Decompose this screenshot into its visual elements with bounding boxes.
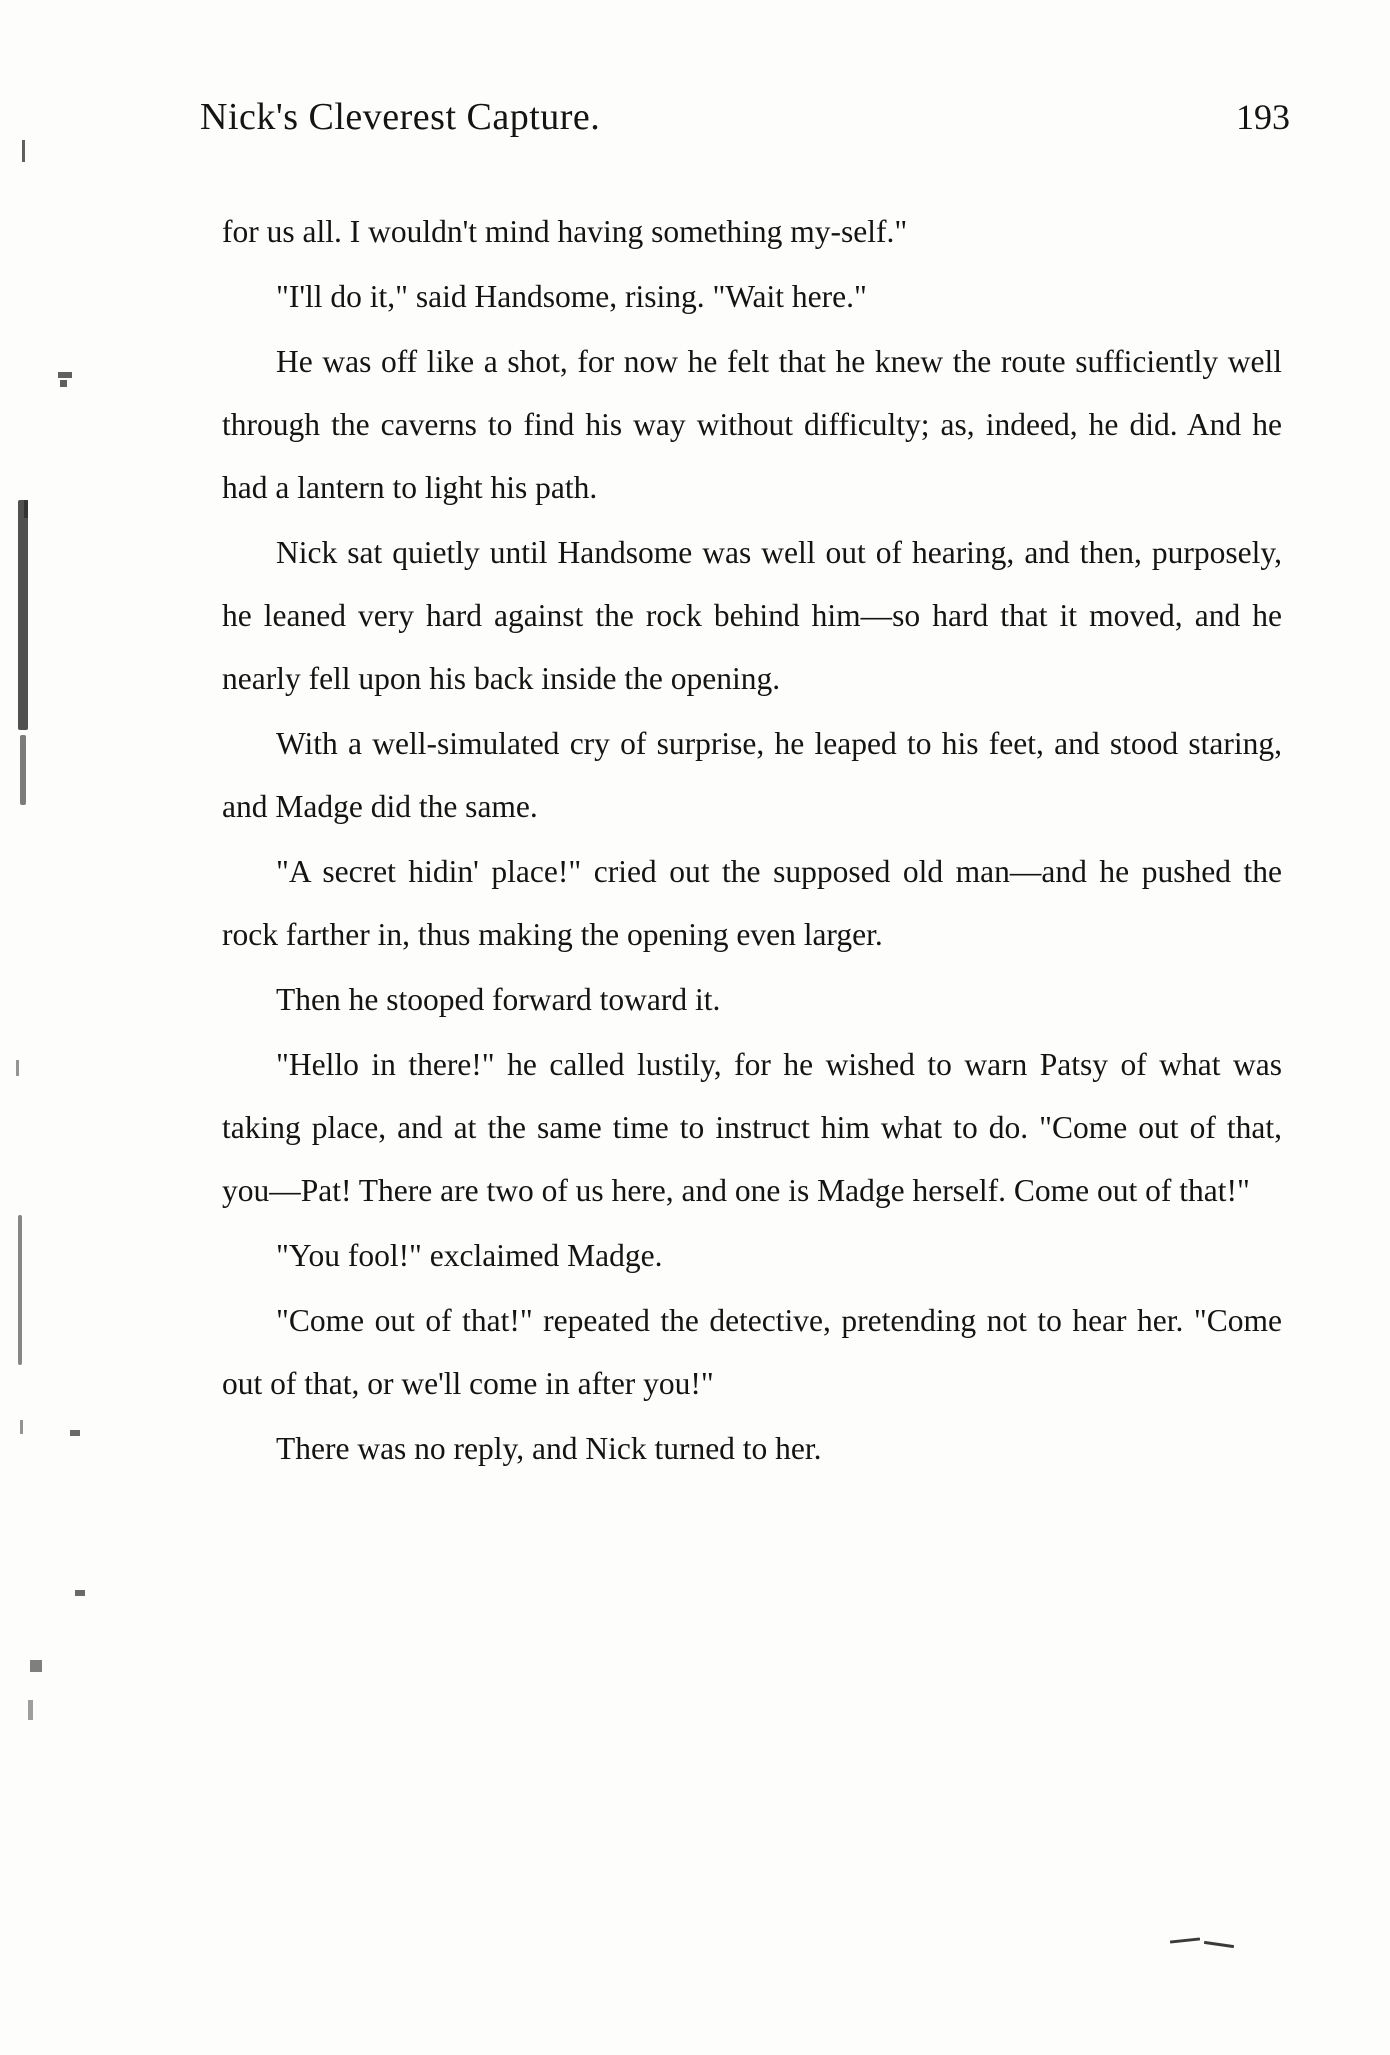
scan-speck — [70, 1430, 80, 1436]
scan-speck — [60, 380, 67, 387]
running-title: Nick's Cleverest Capture. — [200, 96, 601, 138]
page-footer-scan-mark — [1170, 1937, 1240, 1947]
scan-speck — [20, 1420, 23, 1434]
scan-speck — [22, 140, 25, 162]
scan-speck — [58, 372, 72, 378]
scan-speck — [16, 1060, 19, 1076]
scan-artifacts-gutter — [0, 0, 90, 2055]
paragraph: There was no reply, and Nick turned to her. — [276, 1431, 822, 1466]
paragraph: "Come out of that!" repeated the detective, pretending not to hear her. "Come out of that, or we'll come in after you!" — [222, 1303, 1282, 1401]
paragraph: He was off like a shot, for now he felt that he knew the route sufficiently well through the caverns to find his way without difficulty; as, indeed, he did. And he had a lantern to light his path. — [222, 344, 1282, 505]
scan-smudge — [18, 500, 28, 730]
paragraph: Then he stooped forward toward it. — [276, 982, 721, 1017]
paragraph: "You fool!" exclaimed Madge. — [276, 1238, 663, 1273]
paragraph: "Hello in there!" he called lustily, for he wished to warn Patsy of what was taking place, and at the same time to instruct him what to do. "Come out of that, you—Pat! There are two of us here, and one is Madge herself. Come out of that!" — [222, 1047, 1282, 1208]
scan-speck — [24, 500, 28, 518]
scan-speck — [30, 1660, 42, 1672]
paragraph: Nick sat quietly until Handsome was well out of hearing, and then, purposely, he leaned very hard against the rock behind him—so hard that it moved, and he nearly fell upon his back inside the opening. — [222, 535, 1282, 696]
paragraph: "I'll do it," said Handsome, rising. "Wait here." — [276, 279, 867, 314]
scan-smudge — [18, 1215, 22, 1365]
scan-speck — [28, 1700, 33, 1720]
page-number: 193 — [1236, 97, 1290, 137]
page-body — [222, 200, 1282, 1482]
scan-smudge — [20, 735, 26, 805]
page-header — [200, 95, 1290, 151]
scan-speck — [75, 1590, 85, 1596]
paragraph: With a well-simulated cry of surprise, he leaped to his feet, and stood staring, and Madge did the same. — [222, 726, 1282, 824]
paragraph: "A secret hidin' place!" cried out the supposed old man—and he pushed the rock farther in, thus making the opening even larger. — [222, 854, 1282, 952]
paragraph: for us all. I wouldn't mind having something my-self." — [222, 214, 908, 249]
